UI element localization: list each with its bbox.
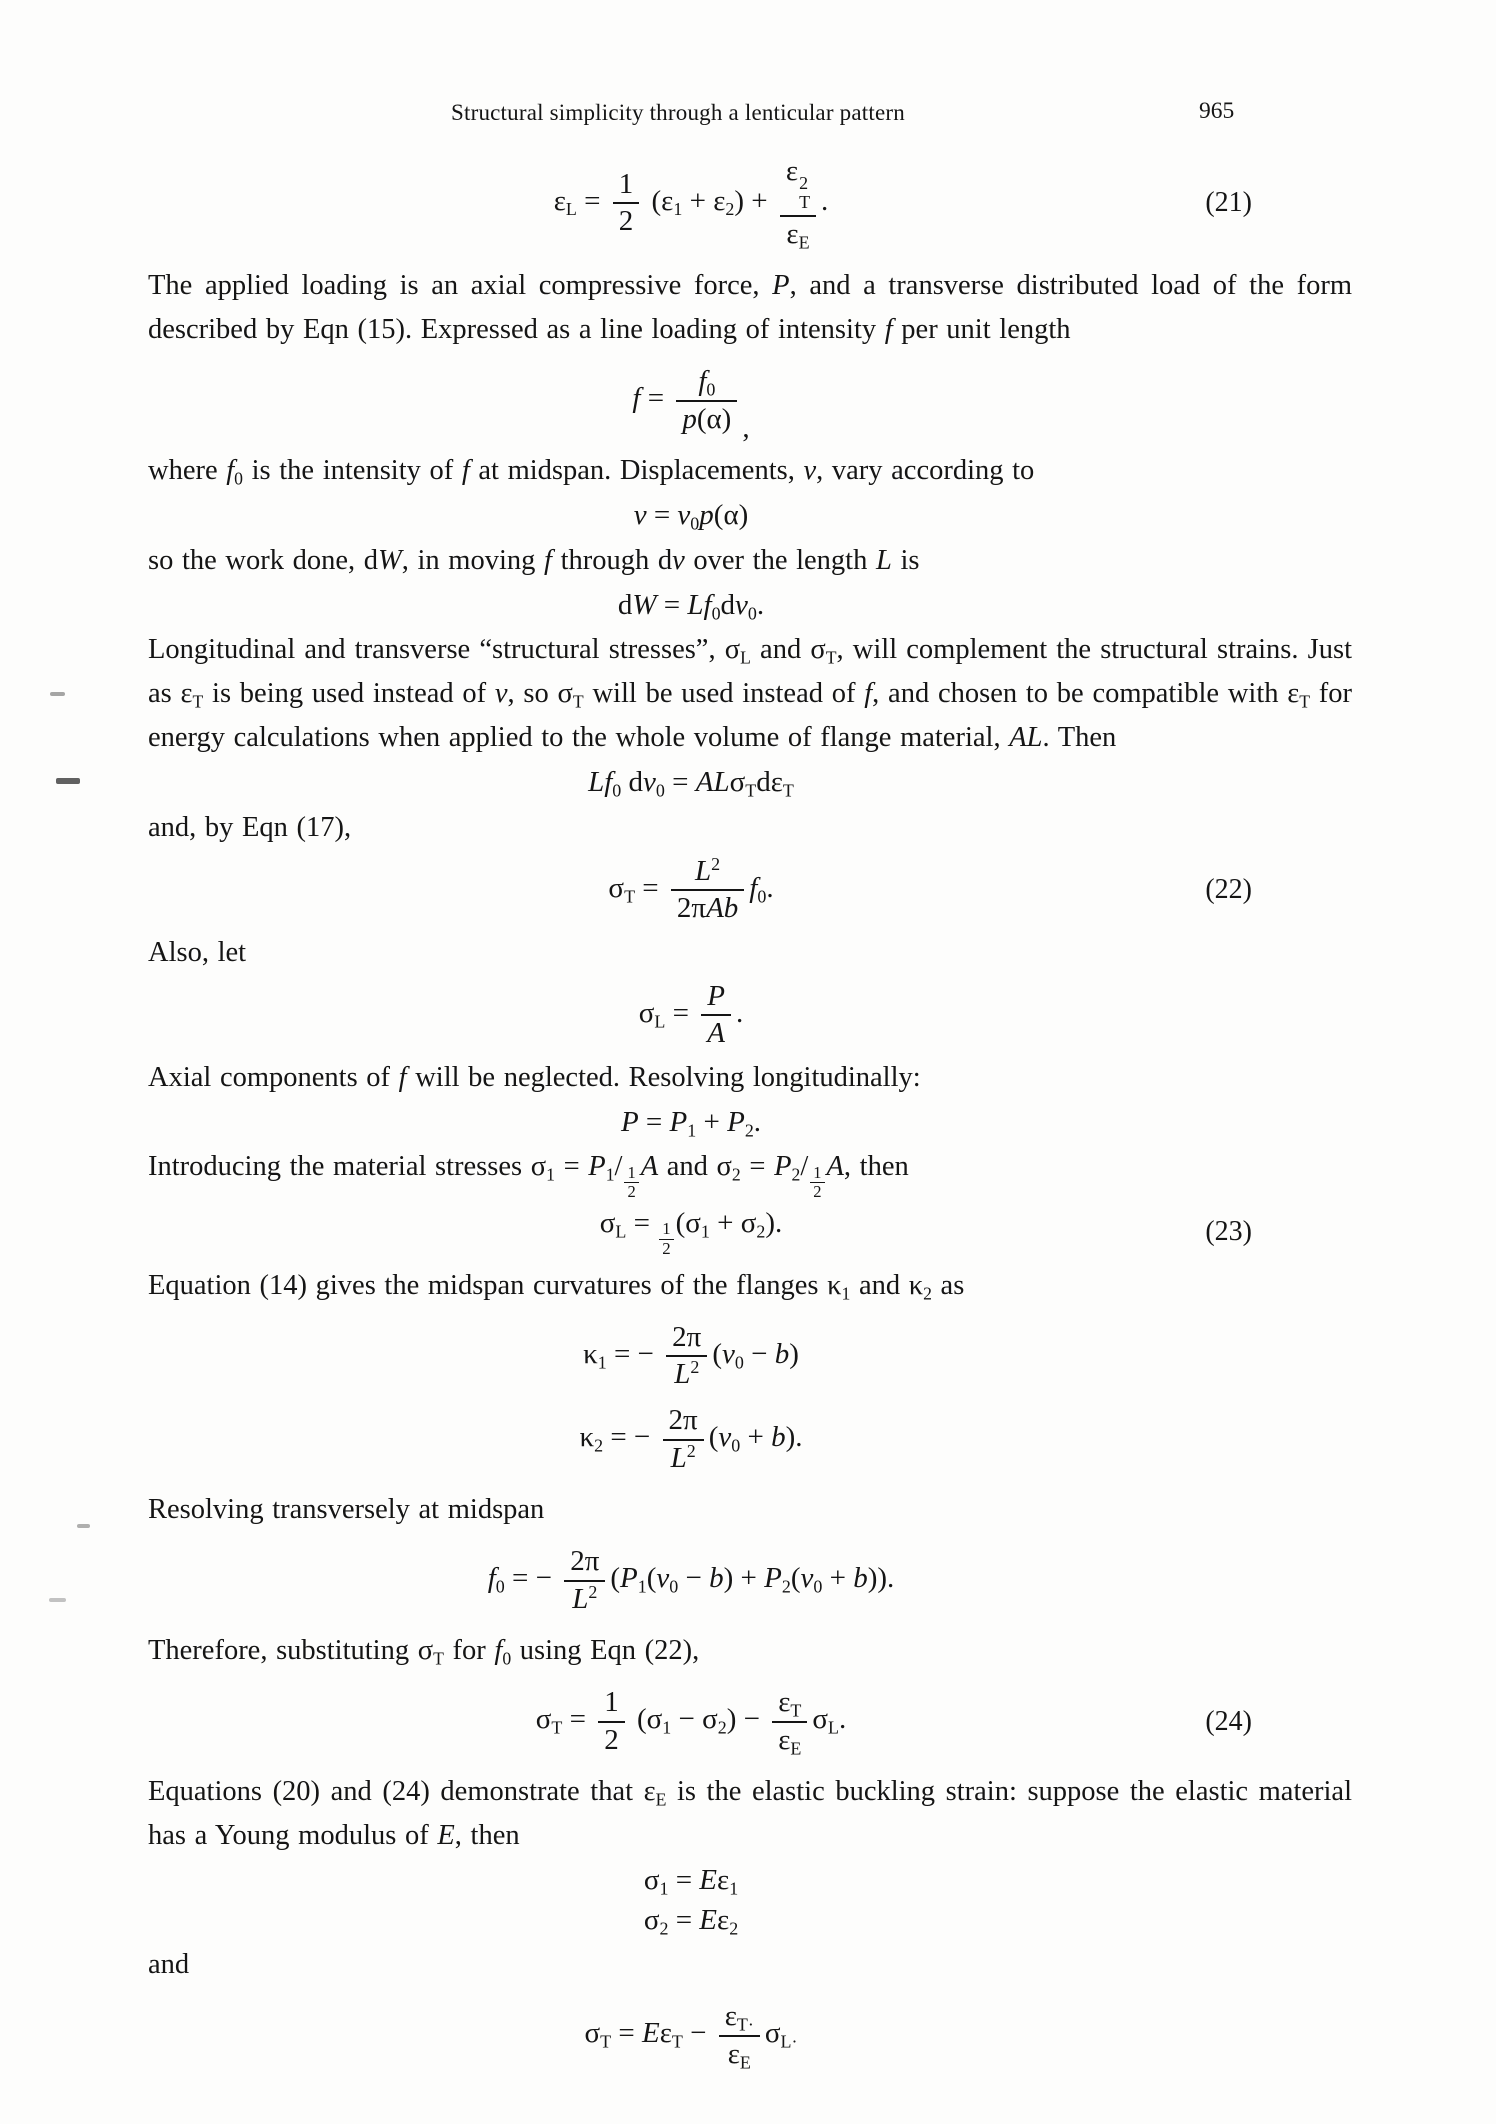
equation-content: $\sigma_T$ = $\frac{L^2}{\text{2πAb}}$ $f_0$.: [608, 853, 774, 925]
equation-number: (22): [1205, 873, 1252, 905]
equation-content: $\sigma_T = E\varepsilon_T$ − $\frac{\varepsilon_{T\cdot}}{\varepsilon_E}$ $\sigma_{L\cdot}$: [584, 2000, 798, 2073]
paragraph: Equation (14) gives the midspan curvatures of the flanges $\kappa_1$ and $\kappa_2$ as: [148, 1269, 965, 1304]
display-equation-E2: [148, 1904, 1352, 1937]
display-equation-final: [148, 2000, 1352, 2073]
equation-content: $\kappa_2$ = − $\frac{2\pi}{L^2}$ $(v_0 + b)$.: [579, 1403, 803, 1474]
paragraph: Axial components of f will be neglected. Resolving longitudinally:: [148, 1061, 921, 1093]
equation-content: $\sigma_T$ = $\frac{1}{2}$ $(\sigma_1 - \sigma_2)$ − $\frac{\varepsilon_T}{\varepsilon_E}$ $\sigma_L$.: [535, 1686, 847, 1759]
scan-artifact: [49, 1598, 66, 1602]
display-equation-23: [148, 1207, 1352, 1258]
paragraph: The applied loading is an axial compressive force, P, and a transverse distributed load of the form described by Eqn (15). Expressed as a line loading of intensity f per unit length: [148, 270, 1352, 346]
paragraph: so the work done, dW, in moving f through dv over the length L is: [148, 544, 920, 576]
equation-content: $v = v_0p(\alpha)$: [633, 499, 749, 534]
display-equation-24: [148, 1686, 1352, 1759]
display-equation-dW: [148, 589, 1352, 622]
equation-content: $f_0$ = − $\frac{2\pi}{L^2}$ $(P_1(v_0 - b) + P_2(v_0 + b))$.: [487, 1545, 895, 1615]
equation-number: (24): [1205, 1705, 1252, 1737]
equation-content: $\sigma_L$ = $\frac{1}{2}$ $(\sigma_1 + \sigma_2)$.: [599, 1206, 783, 1259]
display-equation-kappa1: [148, 1322, 1352, 1391]
display-equation-f: [148, 365, 1352, 444]
equation-content: dW = $Lf_0dv_0$.: [617, 588, 765, 624]
scan-artifact: [50, 692, 65, 696]
paragraph: Longitudinal and transverse “structural stresses”, $\sigma_L$ and $\sigma_T$, will complement the structural strains. Just as $\varepsilon_T$ is being used instead of v, so $\sigma_T$ will be used instead of f, and chosen to be compatible with $\varepsilon_T$ for energy calculations when applied to the whole volume of flange material, AL. Then: [148, 634, 1353, 754]
running-title: Structural simplicity through a lenticular pattern: [451, 100, 905, 125]
equation-content: $\sigma_1 = E\varepsilon_1$: [643, 1864, 739, 1899]
paragraph: where $f_0$ is the intensity of f at midspan. Displacements, v, vary according to: [148, 455, 1035, 489]
equation-content: $\sigma_2 = E\varepsilon_2$: [643, 1903, 739, 1939]
equation-content: $P = P_1 + P_2$.: [620, 1105, 762, 1141]
equation-number: (21): [1205, 187, 1252, 219]
paragraph: and: [148, 1949, 190, 1981]
paragraph: Introducing the material stresses $\sigma_1 = P_1/$ $\frac{1}{2}$ A and $\sigma_2 = P_2/$ $\frac{1}{2}$ A, then: [148, 1151, 909, 1202]
equation-content: $\kappa_1$ = − $\frac{2\pi}{L^2}$ $(v_0 - b)$: [583, 1320, 799, 1391]
display-equation-22: [148, 853, 1352, 925]
paragraph: Resolving transversely at midspan: [148, 1494, 545, 1526]
display-equation-kappa2: [148, 1405, 1352, 1474]
scan-artifact: [77, 1524, 90, 1528]
display-equation-P: [148, 1106, 1352, 1139]
text-column: [148, 142, 1352, 2084]
equation-content: $\varepsilon_L$ = $\frac{1}{2}$ $(\varepsilon_1 + \varepsilon_2)$ + ε 2 T $\varepsilon_E$ .: [553, 155, 829, 253]
display-equation-21: [148, 155, 1352, 253]
paragraph: Also, let: [148, 936, 247, 968]
page-number: 965: [1199, 98, 1235, 124]
paragraph: and, by Eqn (17),: [148, 811, 352, 843]
display-equation-work: [148, 766, 1352, 799]
display-equation-sigmaL: [148, 981, 1352, 1050]
equation-content: $\sigma_L$ = $\frac{P}{A}$ .: [638, 979, 744, 1050]
scan-artifact: [56, 778, 80, 784]
display-equation-E1: [148, 1864, 1352, 1897]
paragraph: Equations (20) and (24) demonstrate that $\varepsilon_E$ is the elastic buckling strain: suppose the elastic material has a Young modulus of E, then: [148, 1776, 1352, 1852]
paragraph: Therefore, substituting $\sigma_T$ for $f_0$ using Eqn (22),: [148, 1635, 700, 1669]
display-equation-v: [148, 499, 1352, 532]
equation-number: (23): [1205, 1216, 1252, 1248]
display-equation-f0: [148, 1546, 1352, 1615]
equation-content: f = $\frac{f_0}{p(\alpha)}$ ,: [632, 365, 750, 444]
equation-content: $Lf_0$ $dv_0 = AL\sigma_Td\varepsilon_T$: [588, 766, 794, 801]
